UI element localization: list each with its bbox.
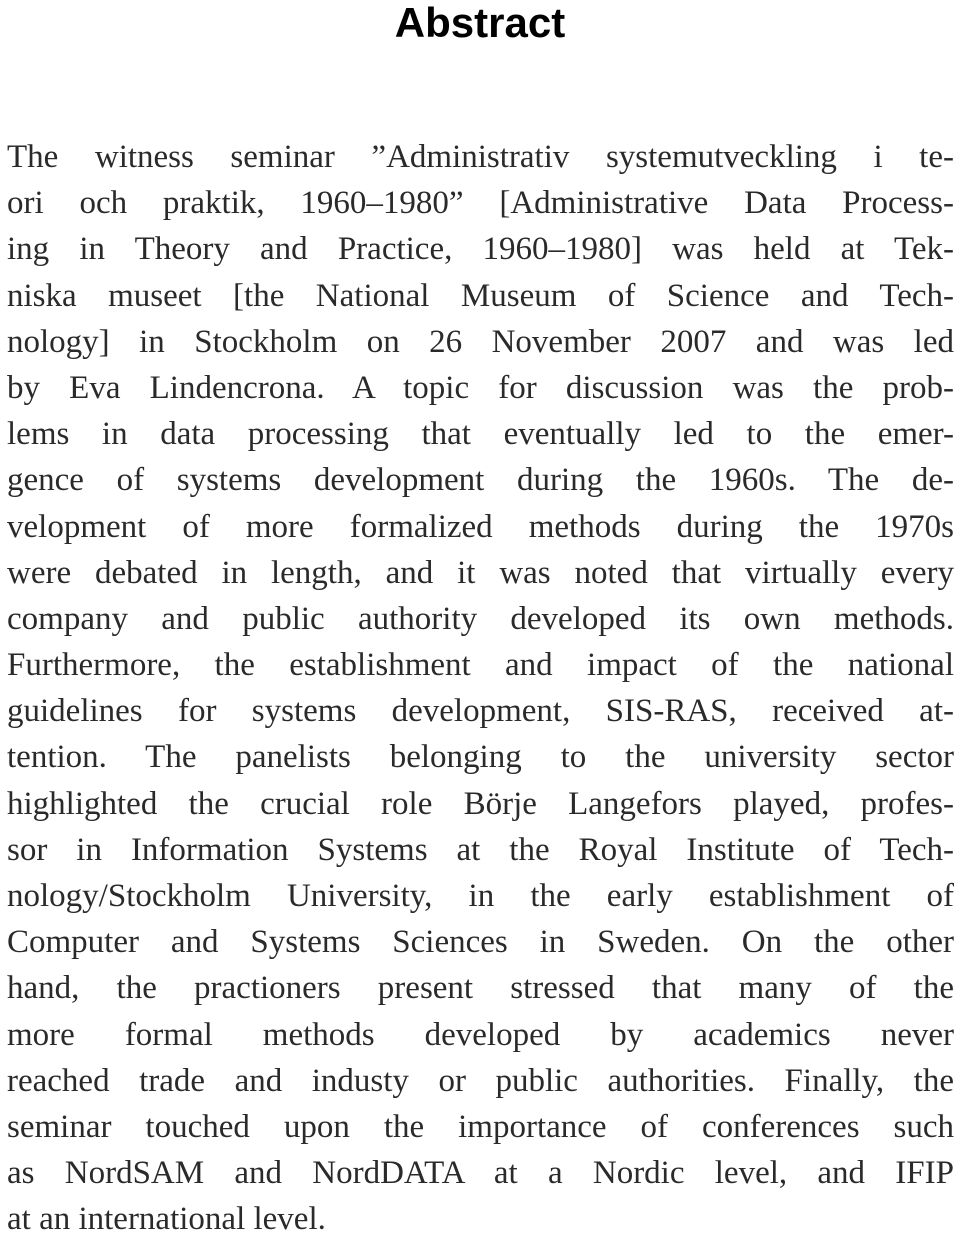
abstract-line: nology/Stockholm University, in the early establishment of <box>7 878 954 914</box>
abstract-line: nology] in Stockholm on 26 November 2007 and was led <box>7 323 954 360</box>
abstract-line: guidelines for systems development, SIS-RAS, received at- <box>7 693 954 730</box>
abstract-line: The witness seminar ”Administrativ systemutveckling i te- <box>7 139 954 175</box>
abstract-line: more formal methods developed by academics never <box>7 1016 954 1053</box>
abstract-line: company and public authority developed its own methods. <box>7 600 954 637</box>
abstract-line: Furthermore, the establishment and impact of the national <box>7 647 954 684</box>
abstract-line: as NordSAM and NordDATA at a Nordic level, and IFIP <box>7 1155 954 1192</box>
abstract-line: reached trade and industy or public authorities. Finally, the <box>7 1062 954 1099</box>
abstract-body <box>7 134 954 1243</box>
abstract-line: seminar touched upon the importance of conferences such <box>7 1108 954 1145</box>
abstract-line: lems in data processing that eventually led to the emer- <box>7 416 954 453</box>
abstract-line: by Eva Lindencrona. A topic for discussion was the prob- <box>7 369 954 406</box>
abstract-line: were debated in length, and it was noted that virtually every <box>7 554 954 591</box>
abstract-line: velopment of more formalized methods during the 1970s <box>7 508 954 545</box>
abstract-heading: Abstract <box>394 0 566 46</box>
abstract-line: highlighted the crucial role Börje Langefors played, profes- <box>7 785 954 822</box>
abstract-line: sor in Information Systems at the Royal Institute of Tech- <box>7 831 954 868</box>
abstract-line: at an international level. <box>7 1201 326 1238</box>
abstract-line: tention. The panelists belonging to the university sector <box>7 739 954 776</box>
abstract-line: ing in Theory and Practice, 1960–1980] was held at Tek- <box>7 231 954 268</box>
abstract-line: hand, the practioners present stressed that many of the <box>7 970 954 1007</box>
abstract-line: gence of systems development during the 1960s. The de- <box>7 462 954 499</box>
abstract-line: niska museet [the National Museum of Science and Tech- <box>7 277 954 314</box>
abstract-line: Computer and Systems Sciences in Sweden. On the other <box>7 924 954 961</box>
abstract-line: ori och praktik, 1960–1980” [Administrative Data Process- <box>7 185 954 222</box>
